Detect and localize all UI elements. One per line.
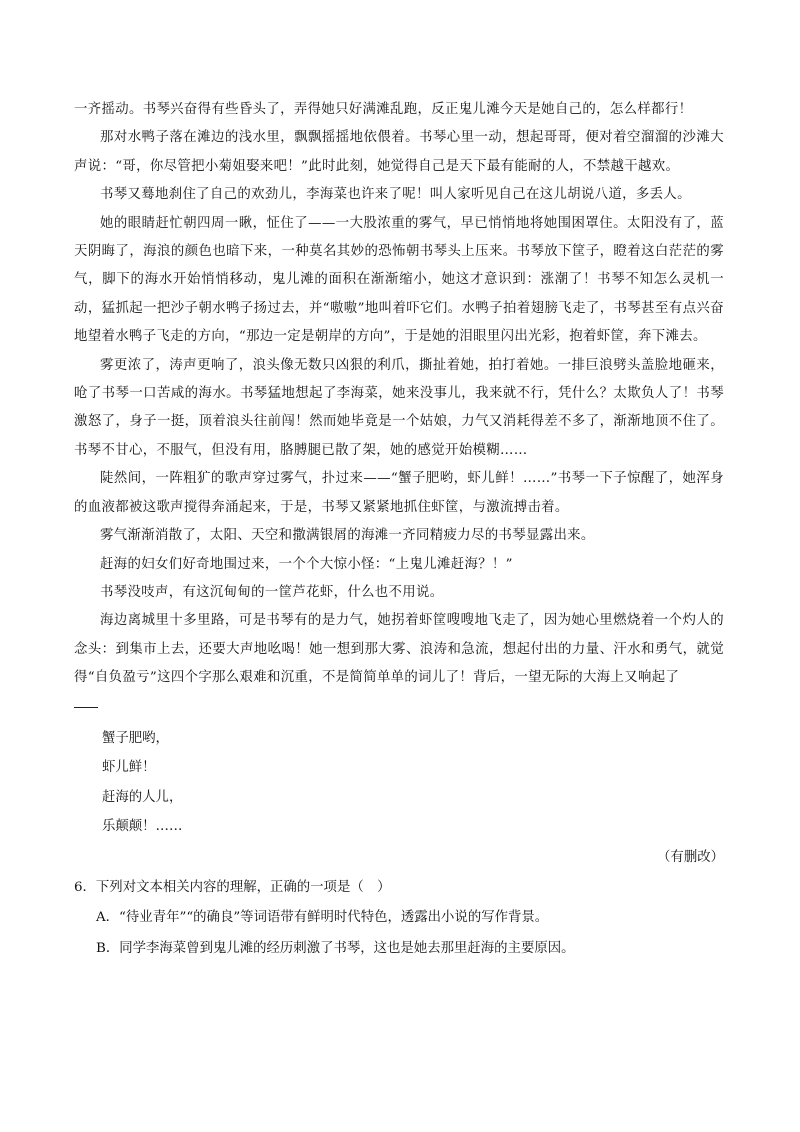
question-stem: 6．下列对文本相关内容的理解，正确的一项是（ ） xyxy=(74,879,391,895)
paragraph: 她的眼睛赶忙朝四周一瞅，怔住了——一大股浓重的雾气，早已悄悄地将她围困罩住。太阳没有了，蓝天阴晦了，海浪的颜色也暗下来，一种莫名其妙的恐怖朝书琴头上压来。书琴放下筐子，瞪着这白茫茫的雾气，脚下的海水开始悄悄移动，鬼儿滩的面积在渐渐缩小，她这才意识到：涨潮了！书琴不知怎么灵机一动，猛抓起一把沙子朝水鸭子扬过去，并“嗷嗷”地叫着吓它们。水鸭子拍着翅膀飞走了，书琴甚至有点兴奋地望着水鸭子飞走的方向，“那边一定是朝岸的方向”，于是她的泪眼里闪出光彩，抱着虾筐，奔下滩去。 xyxy=(74,215,724,345)
paragraph: 书琴没吱声，有这沉甸甸的一筐芦花虾，什么也不用说。 xyxy=(100,584,444,600)
question-option-a: A．“待业青年”“的确良”等词语带有鲜明时代特色，透露出小说的写作背景。 xyxy=(96,910,549,926)
poem-line: 蟹子肥哟， xyxy=(102,730,169,746)
source-note: （有删改） xyxy=(657,849,724,865)
paragraph: 海边离城里十多里路，可是书琴有的是力气，她拐着虾筐嗖嗖地飞走了，因为她心里燃烧着一个灼人的念头：到集市上去，还要大声地吆喝！她一想到那大雾、浪涛和急流，想起付出的力量、汗水和勇气，就觉得“自负盈亏”这四个字那么艰难和沉重，不是简简单单的词儿了！背后，一望无际的大海上又响起了 xyxy=(74,613,724,686)
poem-line: 乐颠颠！…… xyxy=(102,819,183,835)
paragraph: 赶海的妇女们好奇地围过来，一个个大惊小怪：“上鬼儿滩赶海？！” xyxy=(100,556,513,572)
paragraph-continued: 一齐摇动。书琴兴奋得有些昏头了，弄得她只好满滩乱跑，反正鬼儿滩今天是她自己的，怎么样都行！ xyxy=(74,102,693,117)
poem-line: 赶海的人儿， xyxy=(102,789,183,805)
paragraph: 书琴又蓦地刹住了自己的欢劲儿，李海菜也许来了呢！叫人家听见自己在这儿胡说八道，多丢人。 xyxy=(100,187,691,203)
paragraph: 那对水鸭子落在滩边的浅水里，飘飘摇摇地依偎着。书琴心里一动，想起哥哥，便对着空溜溜的沙滩大声说：“哥，你尽管把小菊姐娶来吧！”此时此刻，她觉得自己是天下最有能耐的人，不禁越干越欢。 xyxy=(74,130,724,174)
em-dash-line xyxy=(74,697,724,716)
poem-line: 虾儿鲜！ xyxy=(102,760,156,776)
paragraph: 雾更浓了，涛声更响了，浪头像无数只凶狠的利爪，撕扯着她，拍打着她。一排巨浪劈头盖脸地砸来，呛了书琴一口苦咸的海水。书琴猛地想起了李海菜，她来没事儿，我来就不行，凭什么？太欺负人了！书琴激怒了，身子一挺，顶着浪头往前闯！然而她毕竟是一个姑娘，力气又消耗得差不多了，渐渐地顶不住了。书琴不甘心，不服气，但没有用，胳膊腿已散了架，她的感觉开始模糊…… xyxy=(74,357,724,458)
paragraph: 陡然间，一阵粗犷的歌声穿过雾气，扑过来——“蟹子肥哟，虾儿鲜！……”书琴一下子惊醒了，她浑身的血液都被这歌声搅得奔涌起来，于是，书琴又紧紧地抓住虾筐，与激流搏击着。 xyxy=(74,471,724,515)
paragraph: 雾气渐渐消散了，太阳、天空和撒满银屑的海滩一齐同精疲力尽的书琴显露出来。 xyxy=(100,528,595,544)
question-option-b: B．同学李海菜曾到鬼儿滩的经历刺激了书琴，这也是她去那里赶海的主要原因。 xyxy=(96,940,575,956)
document-page xyxy=(74,96,724,963)
